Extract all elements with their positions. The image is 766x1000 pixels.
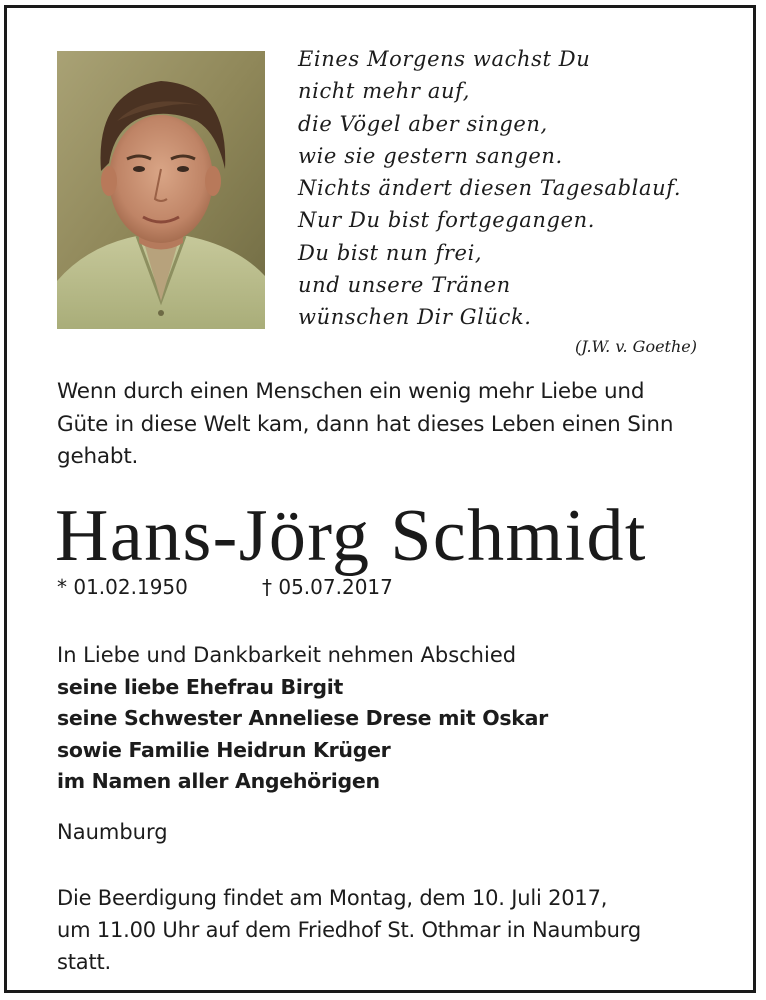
poem-line: und unsere Tränen (298, 273, 511, 298)
death-date: † 05.07.2017 (262, 575, 393, 599)
poem-line: Du bist nun frei, (298, 240, 483, 265)
mourner-name: seine Schwester Anneliese Drese mit Oskar (57, 706, 548, 730)
portrait-icon (57, 51, 265, 329)
funeral-line: um 11.00 Uhr auf dem Friedhof St. Othmar in Naumburg (57, 918, 641, 942)
mourner-name: seine liebe Ehefrau Birgit (57, 674, 343, 699)
place: Naumburg (57, 820, 168, 844)
memorial-quote (57, 376, 737, 474)
funeral-line: statt. (57, 950, 111, 974)
funeral-notice (57, 882, 747, 978)
poem-line: wünschen Dir Glück. (298, 305, 532, 330)
mourners-block (57, 640, 737, 798)
poem-line: Nichts ändert diesen Tagesablauf. (298, 176, 682, 201)
quote-line: gehabt. (57, 444, 139, 469)
poem-line: Nur Du bist fortgegangen. (298, 208, 596, 233)
poem (298, 43, 718, 334)
poem-line: wie sie gestern sangen. (298, 143, 563, 168)
poem-line: nicht mehr auf, (298, 79, 470, 104)
portrait-photo (57, 51, 265, 329)
obituary-frame (4, 5, 756, 993)
mourner-name: im Namen aller Angehörigen (57, 769, 380, 793)
mourner-name: sowie Familie Heidrun Krüger (57, 737, 391, 762)
poem-line: die Vögel aber singen, (298, 111, 548, 136)
poem-attribution: (J.W. v. Goethe) (575, 337, 697, 356)
birth-date: * 01.02.1950 (57, 575, 188, 599)
quote-line: Wenn durch einen Menschen ein wenig mehr Liebe und (57, 379, 645, 404)
quote-line: Güte in diese Welt kam, dann hat dieses Leben einen Sinn (57, 411, 674, 437)
funeral-line: Die Beerdigung findet am Montag, dem 10. Juli 2017, (57, 886, 608, 910)
poem-line: Eines Morgens wachst Du (298, 47, 591, 71)
deceased-name: Hans-Jörg Schmidt (55, 495, 647, 577)
mourners-intro: In Liebe und Dankbarkeit nehmen Abschied (57, 643, 517, 667)
